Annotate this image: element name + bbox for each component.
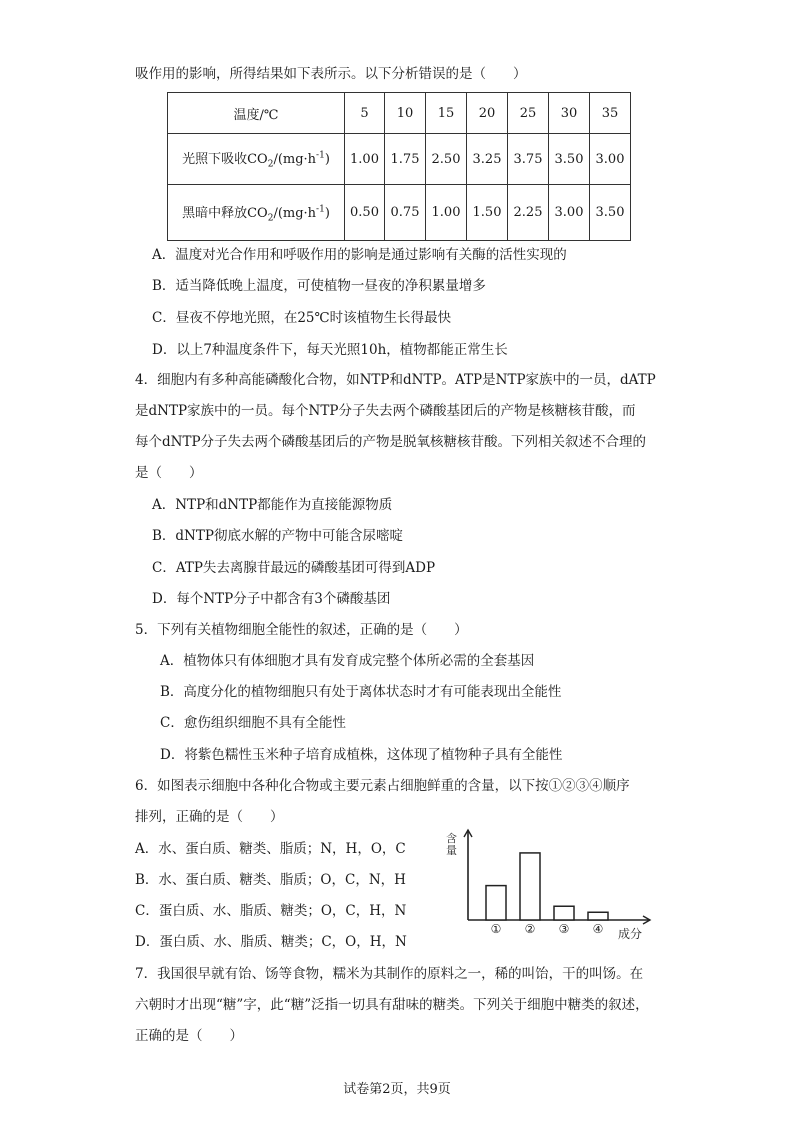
x-axis-label: 成分	[618, 927, 643, 941]
q3-option-d: D．以上7种温度条件下，每天光照10h，植物都能正常生长	[152, 342, 508, 358]
table-cell: 0.50	[345, 185, 385, 241]
table-cell: 30	[549, 93, 590, 134]
q3-option-b: B．适当降低晚上温度，可使植物一昼夜的净积累量增多	[152, 278, 486, 294]
q3-option-c: C．昼夜不停地光照，在25℃时该植物生长得最快	[152, 310, 452, 326]
bar-chart	[446, 826, 665, 946]
row-label-light: 光照下吸收$CO_2/(mg\cdot h^{-1})$	[168, 134, 345, 185]
q4-option-d: D．每个NTP分子中都含有3个磷酸基团	[152, 591, 391, 607]
table-cell: 1.75	[385, 134, 426, 185]
q5-option-d: D．将紫色糯性玉米种子培育成植株，这体现了植物种子具有全能性	[160, 747, 563, 763]
q4-stem-line: 每个dNTP分子失去两个磷酸基团后的产物是脱氧核糖核苷酸。下列相关叙述不合理的	[135, 434, 647, 450]
bar	[520, 853, 540, 920]
bar	[486, 886, 506, 920]
table-cell: 0.75	[385, 185, 426, 241]
table-cell: 35	[590, 93, 631, 134]
table-row	[168, 185, 631, 241]
q4-option-c: C．ATP失去离腺苷最远的磷酸基团可得到ADP	[152, 560, 436, 576]
x-tick-label: ③	[558, 922, 570, 936]
q6-stem-line: 排列，正确的是（ ）	[135, 809, 284, 825]
table-cell: 25	[508, 93, 549, 134]
q6-stem-line: 6．如图表示细胞中各种化合物或主要元素占细胞鲜重的含量，以下按①②③④顺序	[135, 778, 630, 794]
q5-option-a: A．植物体只有体细胞才具有发育成完整个体所必需的全套基因	[160, 653, 535, 669]
table-cell: 15	[426, 93, 467, 134]
q4-stem-line: 是dNTP家族中的一员。每个NTP分子失去两个磷酸基团后的产物是核糖核苷酸，而	[135, 403, 636, 419]
table-cell: 3.00	[549, 185, 590, 241]
table-cell: 3.75	[508, 134, 549, 185]
table-cell: 3.50	[590, 185, 631, 241]
q5-option-c: C．愈伤组织细胞不具有全能性	[160, 715, 346, 731]
table-header-label: 温度/℃	[168, 93, 345, 134]
table-cell: 3.50	[549, 134, 590, 185]
y-axis-label: 含量	[446, 832, 457, 857]
table-cell: 1.00	[345, 134, 385, 185]
table-header-row	[168, 93, 631, 134]
bar	[554, 906, 574, 920]
x-tick-label: ④	[592, 922, 604, 936]
q6-option-b: B．水、蛋白质、糖类、脂质；O，C，N，H	[135, 872, 406, 888]
q4-stem-line: 是（ ）	[135, 465, 203, 481]
table-cell: 10	[385, 93, 426, 134]
q6-option-d: D．蛋白质、水、脂质、糖类；C，O，H，N	[135, 934, 407, 950]
table-row	[168, 134, 631, 185]
x-tick-label: ②	[524, 922, 536, 936]
q7-stem-line: 正确的是（ ）	[135, 1028, 243, 1044]
table-cell: 1.50	[467, 185, 508, 241]
x-tick-label: ①	[490, 922, 502, 936]
table-cell: 1.00	[426, 185, 467, 241]
q5-stem: 5．下列有关植物细胞全能性的叙述，正确的是（ ）	[135, 622, 468, 638]
q7-stem-line: 六朝时才出现“糖”字，此“糖”泛指一切具有甜味的糖类。下列关于细胞中糖类的叙述，	[135, 997, 649, 1013]
q3-option-a: A．温度对光合作用和呼吸作用的影响是通过影响有关酶的活性实现的	[152, 247, 567, 263]
data-table	[167, 92, 631, 241]
table-cell: 2.25	[508, 185, 549, 241]
q6-option-a: A．水、蛋白质、糖类、脂质；N，H，O，C	[135, 841, 406, 857]
table-cell: 3.25	[467, 134, 508, 185]
question-3-stem-tail: 吸作用的影响，所得结果如下表所示。以下分析错误的是（ ）	[135, 66, 527, 82]
table-cell: 20	[467, 93, 508, 134]
table-cell: 5	[345, 93, 385, 134]
q5-option-b: B．高度分化的植物细胞只有处于离体状态时才有可能表现出全能性	[160, 684, 562, 700]
q6-option-c: C．蛋白质、水、脂质、糖类；O，C，H，N	[135, 903, 407, 919]
q4-option-a: A．NTP和dNTP都能作为直接能源物质	[152, 497, 393, 513]
row-label-dark: 黑暗中释放$CO_2/(mg\cdot h^{-1})$	[168, 185, 345, 241]
q7-stem-line: 7．我国很早就有饴、饧等食物，糯米为其制作的原料之一，稀的叫饴，干的叫饧。在	[135, 966, 644, 982]
q4-option-b: B．dNTP彻底水解的产物中可能含尿嘧啶	[152, 528, 403, 544]
table-cell: 2.50	[426, 134, 467, 185]
page-footer: 试卷第2页，共9页	[343, 1082, 451, 1097]
q4-stem-line: 4．细胞内有多种高能磷酸化合物，如NTP和dNTP。ATP是NTP家族中的一员，dATP	[135, 372, 656, 388]
table-cell: 3.00	[590, 134, 631, 185]
bar	[588, 912, 608, 920]
